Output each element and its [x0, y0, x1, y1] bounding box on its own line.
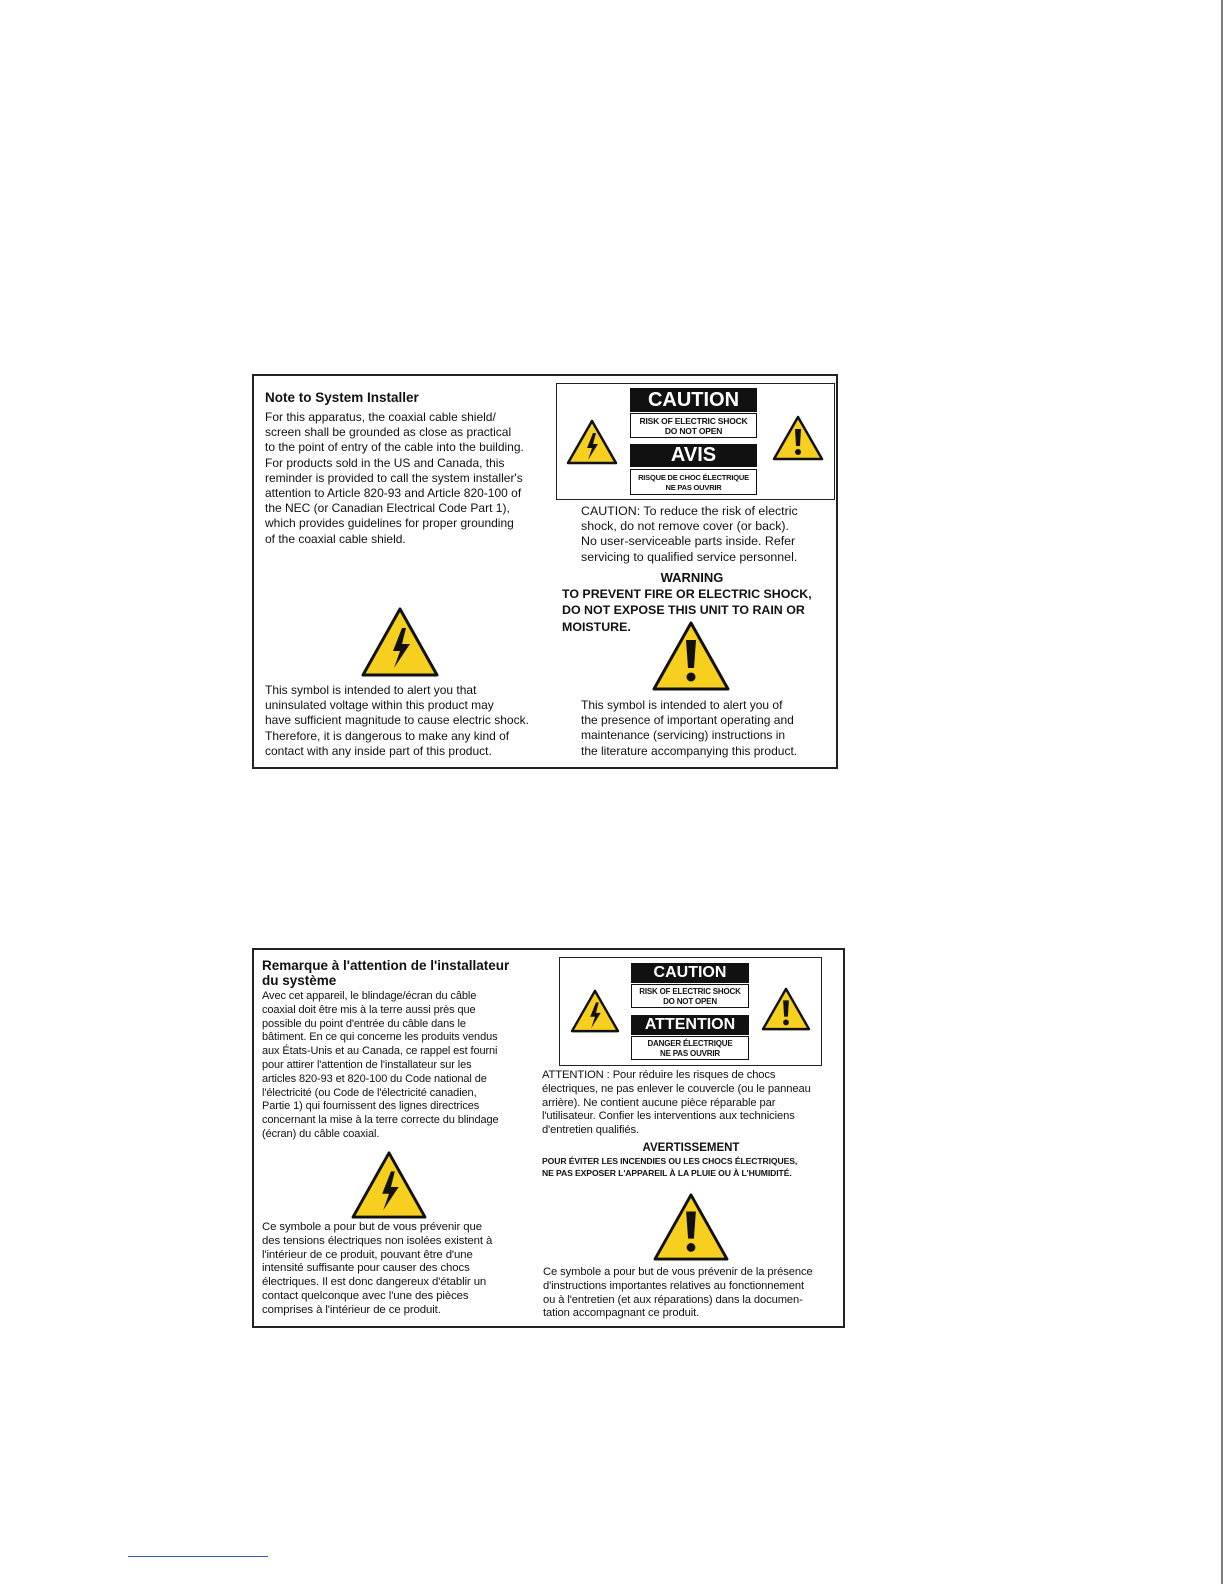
- lightning-symbol-text-fr: Ce symbole a pour but de vous prévenir que des tensions électriques non isolées existent à l'intérieur de ce produit, pouvant être d'une intensité suffisante pour causer des chocs électriques. Il est donc dangereux d'établir un contact quelconque avec l'une des pièces comprises à l'intérieur de ce produit.: [262, 1221, 493, 1316]
- lightning-symbol-text: This symbol is intended to alert you that uninsulated voltage within this product may have sufficient magnitude to cause electric shock. Therefore, it is dangerous to make any kind of contact with any inside part of this product.: [265, 683, 529, 758]
- page-edge-line: [1221, 0, 1223, 1584]
- caution-risk-label-fr: RISK OF ELECTRIC SHOCK DO NOT OPEN: [631, 984, 749, 1008]
- footnote-rule: [128, 1556, 268, 1557]
- caution-risk-label: RISK OF ELECTRIC SHOCK DO NOT OPEN: [630, 413, 757, 438]
- caution-attention-label-box: [559, 957, 822, 1066]
- attention-text: ATTENTION : Pour réduire les risques de chocs électriques, ne pas enlever le couvercle (ou le panneau arrière). Ne contient aucune pièce réparable par l'utilisateur. Confier les interventions aux techniciens d'entretien qualifiés.: [542, 1069, 811, 1137]
- warning-text: TO PREVENT FIRE OR ELECTRIC SHOCK, DO NOT EXPOSE THIS UNIT TO RAIN OR MOISTURE.: [562, 587, 812, 634]
- avertissement-text: POUR ÉVITER LES INCENDIES OU LES CHOCS ÉLECTRIQUES, NE PAS EXPOSER L'APPAREIL À LA PLUIE OU À L'HUMIDITÉ.: [542, 1156, 798, 1178]
- avis-risk-label: RISQUE DE CHOC ÉLECTRIQUE NE PAS OUVRIR: [630, 469, 757, 495]
- warning-title: WARNING: [660, 570, 724, 585]
- english-safety-panel: [252, 374, 838, 769]
- french-safety-panel: [252, 948, 845, 1328]
- attention-risk-label: DANGER ÉLECTRIQUE NE PAS OUVRIR: [631, 1036, 749, 1060]
- exclamation-warning-icon-fr: [760, 986, 812, 1032]
- lightning-warning-icon-fr: [569, 988, 621, 1034]
- installer-note-body-fr: Avec cet appareil, le blindage/écran du câble coaxial doit être mis à la terre aussi près que possible du point d'entrée du câble dans le bâtiment. En ce qui concerne les produits vendus aux États-Unis et au Canada, ce rappel est fourni pour attirer l'attention de l'installateur sur les articles 820-93 et 820-100 du Code national de l'électricité (ou Code de l'électricité canadien, Partie 1) qui fournissent des lignes directrices concernant la mise à la terre correcte du blindage (écran) du câble coaxial.: [262, 990, 499, 1140]
- installer-note-title: Note to System Installer: [265, 390, 419, 405]
- exclamation-symbol-text-fr: Ce symbole a pour but de vous prévenir de la présence d'instructions importantes relatives au fonctionnement ou à l'entretien (et aux réparations) dans la documen- tation accompagnant ce produit.: [543, 1266, 813, 1320]
- avis-title: AVIS: [630, 444, 757, 467]
- lightning-symbol-icon-fr: [350, 1150, 428, 1220]
- exclamation-symbol-icon-fr: [652, 1192, 730, 1262]
- avertissement-title: AVERTISSEMENT: [642, 1142, 740, 1154]
- caution-title-fr: CAUTION: [631, 963, 749, 983]
- exclamation-symbol-text: This symbol is intended to alert you of the presence of important operating and maintenance (servicing) instructions in the literature accompanying this product.: [581, 698, 798, 758]
- caution-text: CAUTION: To reduce the risk of electric shock, do not remove cover (or back). No user-serviceable parts inside. Refer servicing to qualified service personnel.: [581, 504, 798, 564]
- caution-label-box: [556, 383, 835, 500]
- installer-note-title-fr: Remarque à l'attention de l'installateur du système: [262, 958, 510, 988]
- exclamation-warning-icon: [771, 414, 825, 462]
- attention-title: ATTENTION: [631, 1015, 749, 1035]
- lightning-symbol-icon: [360, 606, 440, 678]
- caution-title: CAUTION: [630, 388, 757, 412]
- exclamation-symbol-icon: [651, 620, 731, 692]
- lightning-warning-icon: [565, 418, 619, 466]
- installer-note-body: For this apparatus, the coaxial cable shield/ screen shall be grounded as close as practical to the point of entry of the cable into the building. For products sold in the US and Canada, this reminder is provided to call the system installer's attention to Article 820-93 and Article 820-100 of the NEC (or Canadian Electrical Code Part 1), which provides guidelines for proper grounding of the coaxial cable shield.: [265, 410, 524, 546]
